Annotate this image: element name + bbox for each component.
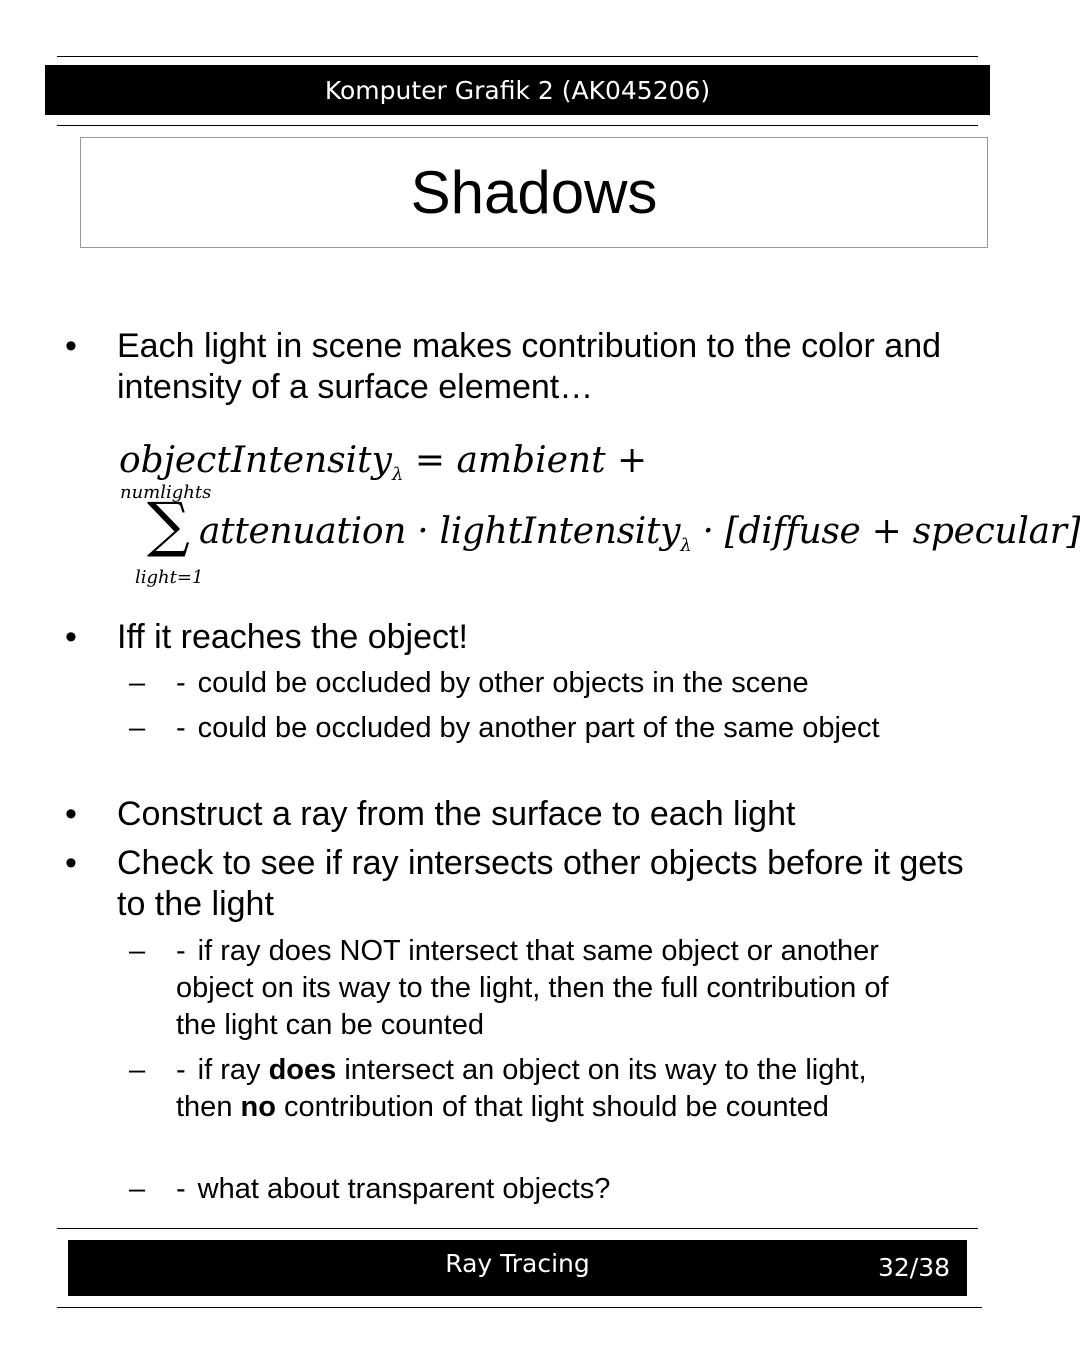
bullet-4-sub-1 — [129, 933, 921, 1044]
sub-hyphen: - — [176, 1054, 186, 1086]
formula-rhs: = ambient + — [403, 440, 648, 481]
sum-upper-limit: numlights — [120, 482, 212, 503]
bullet-4-sub-3 — [129, 1171, 936, 1208]
sum-lower-limit: light=1 — [135, 567, 204, 588]
formula-line-2 — [199, 511, 1080, 556]
sub-dash: – — [129, 1054, 146, 1086]
sub-dash: – — [129, 667, 146, 699]
bullet-4-sub-2-text-c: contribution of that light should be counted — [275, 1091, 829, 1123]
title-box — [80, 137, 988, 248]
bold-does: does — [268, 1054, 337, 1086]
formula-line-1 — [119, 440, 647, 485]
formula-line2-b: · [diffuse + specular] — [691, 511, 1080, 552]
sub-hyphen: - — [176, 712, 186, 744]
formula-line2-a: attenuation · lightIntensity — [199, 511, 681, 552]
bullet-dot: • — [65, 618, 77, 656]
sub-dash: – — [129, 1173, 146, 1205]
sub-dash: – — [129, 935, 146, 967]
bullet-2-sub-1-text: could be occluded by other objects in the scene — [197, 667, 809, 699]
bullet-2-sub-1 — [129, 665, 936, 702]
course-title: Komputer Grafik 2 (AK045206) — [324, 75, 711, 105]
bullet-4-text: Check to see if ray intersects other objects before it gets to the light — [117, 844, 964, 923]
bullet-dot: • — [65, 327, 77, 365]
bullet-2-sub-2-text: could be occluded by another part of the same object — [197, 712, 880, 744]
sub-dash: – — [129, 712, 146, 744]
bullet-4-sub-2-text-a: if ray — [197, 1054, 269, 1086]
bullet-dot: • — [65, 844, 77, 882]
formula-lambda-2: λ — [680, 535, 692, 557]
bold-no: no — [240, 1091, 276, 1123]
formula-lambda-1: λ — [391, 464, 404, 486]
bullet-4-sub-1-text: if ray does NOT intersect that same object or another object on its way to the light, then the full contribution of the light can be counted — [176, 935, 889, 1041]
bullet-4-sub-3-text: what about transparent objects? — [197, 1173, 611, 1205]
bullet-1 — [65, 326, 967, 408]
bullet-1-text: Each light in scene makes contribution to the color and intensity of a surface element… — [117, 327, 942, 406]
bullet-3 — [65, 794, 967, 835]
sub-hyphen: - — [176, 935, 186, 967]
bottom-rule-2 — [57, 1307, 982, 1308]
bullet-4-sub-2 — [129, 1052, 921, 1126]
bullet-2-sub-2 — [129, 710, 916, 747]
footer-title: Ray Tracing — [445, 1249, 590, 1278]
sub-hyphen: - — [176, 1173, 186, 1205]
bullet-3-text: Construct a ray from the surface to each light — [117, 795, 796, 833]
intensity-formula — [117, 440, 1080, 600]
bullet-4 — [65, 843, 967, 925]
footer-bar — [68, 1240, 967, 1296]
top-rule-1 — [57, 56, 978, 57]
bullet-2-text: Iff it reaches the object! — [117, 618, 468, 656]
page-number: 32/38 — [877, 1253, 950, 1282]
bullet-2 — [65, 617, 967, 658]
sum-symbol: ∑ — [147, 490, 190, 560]
formula-lhs: objectIntensity — [119, 440, 392, 481]
bottom-rule-1 — [57, 1228, 978, 1229]
bullet-dot: • — [65, 795, 77, 833]
top-rule-2 — [57, 125, 978, 126]
course-header-bar — [45, 65, 990, 115]
bullet-4-sub-2-text-b: intersect an object on its way to the light, then — [176, 1054, 867, 1123]
sub-hyphen: - — [176, 667, 186, 699]
slide-title: Shadows — [410, 159, 658, 226]
